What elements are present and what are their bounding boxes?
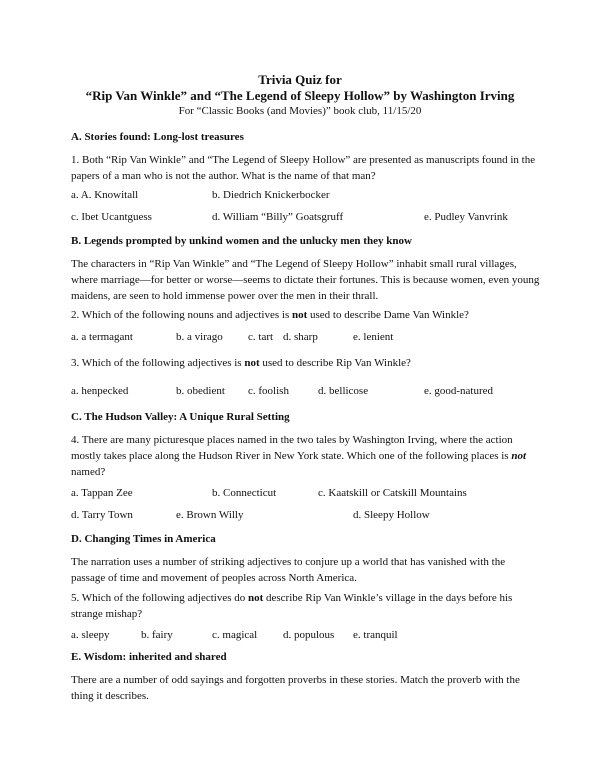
quiz-title: Trivia Quiz for	[258, 72, 342, 87]
question-1: 1. Both “Rip Van Winkle” and “The Legend of Sleepy Hollow” are presented as manuscripts found in the papers of a man who is not the author. What is the name of that man?	[71, 154, 536, 182]
q5-option-e: e. tranquil	[353, 629, 398, 641]
section-e-intro: There are a number of odd sayings and forgotten proverbs in these stories. Match the proverb with the thing it describes.	[71, 674, 520, 702]
section-d-heading: D. Changing Times in America	[71, 533, 216, 545]
q3-option-e: e. good-natured	[424, 385, 494, 397]
q5-option-a: a. sleepy	[71, 629, 110, 641]
q4-option-c: c. Kaatskill or Catskill Mountains	[318, 487, 467, 499]
quiz-byline: For “Classic Books (and Movies)” book club, 11/15/20	[178, 105, 422, 117]
q1-option-b: b. Diedrich Knickerbocker	[212, 189, 330, 201]
q1-option-e: e. Pudley Vanvrink	[424, 211, 508, 223]
section-c-heading: C. The Hudson Valley: A Unique Rural Setting	[71, 411, 290, 423]
q2-option-c: c. tart	[248, 331, 274, 343]
q4-option-f: d. Sleepy Hollow	[353, 509, 430, 521]
q5-option-c: c. magical	[212, 629, 258, 641]
q1-option-a: a. A. Knowitall	[71, 189, 139, 201]
section-b-intro: The characters in “Rip Van Winkle” and “The Legend of Sleepy Hollow” inhabit small rural villages, where marriage—for better or worse—seems to dictate their fortunes. This is because women, even young maidens, are seen to hold immense power over the men in their thrall.	[71, 258, 540, 302]
q3-option-a: a. henpecked	[71, 385, 129, 397]
q4-option-e: e. Brown Willy	[176, 509, 244, 521]
q3-option-d: d. bellicose	[318, 385, 369, 397]
q2-option-e: e. lenient	[353, 331, 394, 343]
section-e-heading: E. Wisdom: inherited and shared	[71, 651, 227, 663]
question-3: 3. Which of the following adjectives is not used to describe Rip Van Winkle?	[71, 357, 411, 369]
section-d-intro: The narration uses a number of striking adjectives to conjure up a world that has vanished with the passage of time and movement of peoples across North America.	[71, 556, 506, 584]
section-a-heading: A. Stories found: Long-lost treasures	[71, 131, 244, 143]
question-5: 5. Which of the following adjectives do not describe Rip Van Winkle’s village in the days before his strange mishap?	[71, 592, 513, 620]
q2-option-b: b. a virago	[176, 331, 223, 343]
q1-option-d: d. William “Billy” Goatsgruff	[212, 211, 344, 223]
quiz-subtitle: “Rip Van Winkle” and “The Legend of Sleepy Hollow” by Washington Irving	[85, 88, 515, 103]
q2-option-a: a. a termagant	[71, 331, 133, 343]
q4-option-d: d. Tarry Town	[71, 509, 133, 521]
section-b-heading: B. Legends prompted by unkind women and the unlucky men they know	[71, 235, 412, 247]
q5-option-b: b. fairy	[141, 629, 173, 641]
question-4: 4. There are many picturesque places named in the two tales by Washington Irving, where the action mostly takes place along the Hudson River in New York state. Which one of the following places is not named?	[71, 434, 527, 478]
q2-option-d: d. sharp	[283, 331, 318, 343]
question-2: 2. Which of the following nouns and adjectives is not used to describe Dame Van Winkle?	[71, 309, 469, 321]
q3-option-c: c. foolish	[248, 385, 289, 397]
q3-option-b: b. obedient	[176, 385, 225, 397]
q4-option-a: a. Tappan Zee	[71, 487, 133, 499]
q5-option-d: d. populous	[283, 629, 335, 641]
q1-option-c: c. Ibet Ucantguess	[71, 211, 152, 223]
q4-option-b: b. Connecticut	[212, 487, 277, 499]
